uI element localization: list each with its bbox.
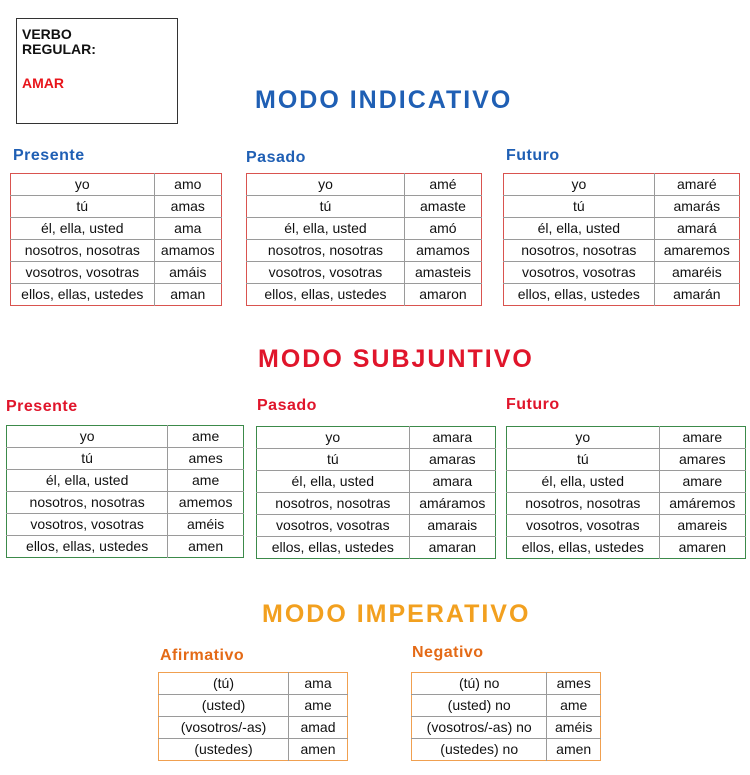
pronoun-cell: yo <box>11 174 155 196</box>
verb-form-cell: ames <box>547 673 601 695</box>
imp-negativo-table <box>411 672 601 761</box>
verb-form-cell: améis <box>168 514 244 536</box>
verb-form-cell: ama <box>154 218 221 240</box>
ind-futuro-title: Futuro <box>506 147 560 164</box>
table-row <box>412 717 601 739</box>
verb-form-cell: amarás <box>654 196 739 218</box>
table-row <box>507 471 746 493</box>
ind-futuro-table <box>503 173 740 306</box>
pronoun-cell: vosotros, vosotras <box>507 515 660 537</box>
verb-name: AMAR <box>22 75 64 91</box>
pronoun-cell: (usted) no <box>412 695 547 717</box>
pronoun-cell: tú <box>257 449 410 471</box>
verb-form-cell: amaron <box>419 286 467 302</box>
verb-form-cell: ame <box>288 695 347 717</box>
table-row <box>11 196 222 218</box>
pronoun-cell: tú <box>507 449 660 471</box>
table-row <box>247 284 482 306</box>
verb-form-cell: amará <box>654 218 739 240</box>
verb-form-cell: amarais <box>409 515 495 537</box>
table-row <box>159 673 348 695</box>
pronoun-cell: ellos, ellas, ustedes <box>504 284 655 306</box>
pronoun-cell: él, ella, usted <box>257 471 410 493</box>
table-row <box>504 218 740 240</box>
table-row <box>7 536 244 558</box>
table-row <box>257 537 496 559</box>
imp-afirmativo-table <box>158 672 348 761</box>
pronoun-cell: nosotros, nosotras <box>7 492 168 514</box>
verb-form-cell: ame <box>168 426 244 448</box>
indicativo-title: MODO INDICATIVO <box>255 86 513 114</box>
verb-form-cell: ame <box>547 695 601 717</box>
verb-form-cell: ames <box>168 448 244 470</box>
verb-form-cell: amaste <box>404 196 481 218</box>
sub-pasado-title: Pasado <box>257 397 317 414</box>
verb-form-cell: amáremos <box>659 493 745 515</box>
table-row <box>7 448 244 470</box>
pronoun-cell: vosotros, vosotras <box>257 515 410 537</box>
imp-afirmativo-title: Afirmativo <box>160 647 245 664</box>
pronoun-cell: (usted) <box>159 695 289 717</box>
table-row <box>412 695 601 717</box>
table-row <box>507 493 746 515</box>
verb-form-cell: amare <box>659 471 745 493</box>
pronoun-cell: tú <box>11 196 155 218</box>
pronoun-cell: tú <box>247 196 405 218</box>
table-row <box>507 427 746 449</box>
ind-pasado-table <box>246 173 482 306</box>
table-row <box>159 717 348 739</box>
pronoun-cell: yo <box>507 427 660 449</box>
verb-form-cell: améis <box>547 717 601 739</box>
verb-form-cell: amen <box>188 538 224 554</box>
table-row <box>412 673 601 695</box>
sub-pasado-table <box>256 426 496 559</box>
pronoun-cell: ellos, ellas, ustedes <box>507 537 660 559</box>
table-row <box>507 537 746 559</box>
table-row <box>7 426 244 448</box>
pronoun-cell: él, ella, usted <box>507 471 660 493</box>
table-row <box>159 695 348 717</box>
pronoun-cell: vosotros, vosotras <box>7 514 168 536</box>
verb-form-cell: amaran <box>428 539 477 555</box>
pronoun-cell: (ustedes) <box>159 739 289 761</box>
pronoun-cell: (vosotros/-as) <box>159 717 289 739</box>
sub-futuro-title: Futuro <box>506 396 560 413</box>
table-row <box>11 284 222 306</box>
verb-label-line1: VERBO <box>22 26 72 42</box>
pronoun-cell: tú <box>504 196 655 218</box>
pronoun-cell: ellos, ellas, ustedes <box>257 537 410 559</box>
verb-form-cell: amareis <box>659 515 745 537</box>
verb-form-cell: amaras <box>409 449 495 471</box>
pronoun-cell: nosotros, nosotras <box>257 493 410 515</box>
verb-form-cell: amaren <box>678 539 727 555</box>
verb-form-cell: amare <box>659 427 745 449</box>
table-row <box>247 218 482 240</box>
table-row <box>504 262 740 284</box>
verb-form-cell: amo <box>154 174 221 196</box>
verb-form-cell: amamos <box>404 240 481 262</box>
table-row <box>247 240 482 262</box>
subjuntivo-title: MODO SUBJUNTIVO <box>258 345 534 373</box>
pronoun-cell: él, ella, usted <box>7 470 168 492</box>
table-row <box>257 427 496 449</box>
pronoun-cell: él, ella, usted <box>504 218 655 240</box>
verb-form-cell: amáramos <box>409 493 495 515</box>
verb-form-cell: amemos <box>168 492 244 514</box>
table-row <box>504 240 740 262</box>
verb-form-cell: amen <box>556 741 592 757</box>
table-row <box>257 493 496 515</box>
pronoun-cell: nosotros, nosotras <box>11 240 155 262</box>
verb-form-cell: amarán <box>673 286 721 302</box>
table-row <box>504 174 740 196</box>
verb-form-cell: amó <box>404 218 481 240</box>
verb-form-cell: amen <box>300 741 336 757</box>
pronoun-cell: (tú) no <box>412 673 547 695</box>
pronoun-cell: nosotros, nosotras <box>504 240 655 262</box>
pronoun-cell: ellos, ellas, ustedes <box>247 284 405 306</box>
imperativo-title: MODO IMPERATIVO <box>262 600 531 628</box>
verb-form-cell: amaréis <box>654 262 739 284</box>
ind-pasado-title: Pasado <box>246 149 306 166</box>
pronoun-cell: ellos, ellas, ustedes <box>11 284 155 306</box>
verb-form-cell: ame <box>168 470 244 492</box>
pronoun-cell: (vosotros/-as) no <box>412 717 547 739</box>
table-row <box>257 449 496 471</box>
table-row <box>257 471 496 493</box>
verb-form-cell: amamos <box>154 240 221 262</box>
pronoun-cell: tú <box>7 448 168 470</box>
verb-form-cell: amaré <box>654 174 739 196</box>
verb-form-cell: ama <box>288 673 347 695</box>
table-row <box>11 262 222 284</box>
table-row <box>247 196 482 218</box>
sub-presente-title: Presente <box>6 398 78 415</box>
verb-form-cell: amara <box>409 471 495 493</box>
table-row <box>247 262 482 284</box>
imp-negativo-title: Negativo <box>412 644 484 661</box>
pronoun-cell: yo <box>257 427 410 449</box>
verb-form-cell: amad <box>288 717 347 739</box>
table-row <box>7 492 244 514</box>
pronoun-cell: yo <box>504 174 655 196</box>
pronoun-cell: nosotros, nosotras <box>507 493 660 515</box>
verb-label-line2: REGULAR: <box>22 41 96 57</box>
pronoun-cell: (ustedes) no <box>412 739 547 761</box>
verb-form-cell: amé <box>404 174 481 196</box>
table-row <box>7 514 244 536</box>
table-row <box>11 174 222 196</box>
table-row <box>504 196 740 218</box>
table-row <box>159 739 348 761</box>
table-row <box>11 240 222 262</box>
pronoun-cell: él, ella, usted <box>247 218 405 240</box>
pronoun-cell: yo <box>7 426 168 448</box>
table-row <box>507 449 746 471</box>
pronoun-cell: (tú) <box>159 673 289 695</box>
verb-form-cell: amas <box>154 196 221 218</box>
verb-form-cell: amares <box>659 449 745 471</box>
sub-futuro-table <box>506 426 746 559</box>
pronoun-cell: vosotros, vosotras <box>504 262 655 284</box>
pronoun-cell: vosotros, vosotras <box>247 262 405 284</box>
ind-presente-table <box>10 173 222 306</box>
table-row <box>412 739 601 761</box>
verb-form-cell: amasteis <box>404 262 481 284</box>
verb-form-cell: amáis <box>154 262 221 284</box>
pronoun-cell: nosotros, nosotras <box>247 240 405 262</box>
pronoun-cell: yo <box>247 174 405 196</box>
verb-box <box>16 18 178 124</box>
pronoun-cell: vosotros, vosotras <box>11 262 155 284</box>
ind-presente-title: Presente <box>13 147 85 164</box>
verb-form-cell: aman <box>170 286 206 302</box>
verb-form-cell: amara <box>409 427 495 449</box>
table-row <box>11 218 222 240</box>
table-row <box>504 284 740 306</box>
pronoun-cell: él, ella, usted <box>11 218 155 240</box>
table-row <box>247 174 482 196</box>
verb-form-cell: amaremos <box>654 240 739 262</box>
sub-presente-table <box>6 425 244 558</box>
table-row <box>507 515 746 537</box>
table-row <box>7 470 244 492</box>
pronoun-cell: ellos, ellas, ustedes <box>7 536 168 558</box>
table-row <box>257 515 496 537</box>
